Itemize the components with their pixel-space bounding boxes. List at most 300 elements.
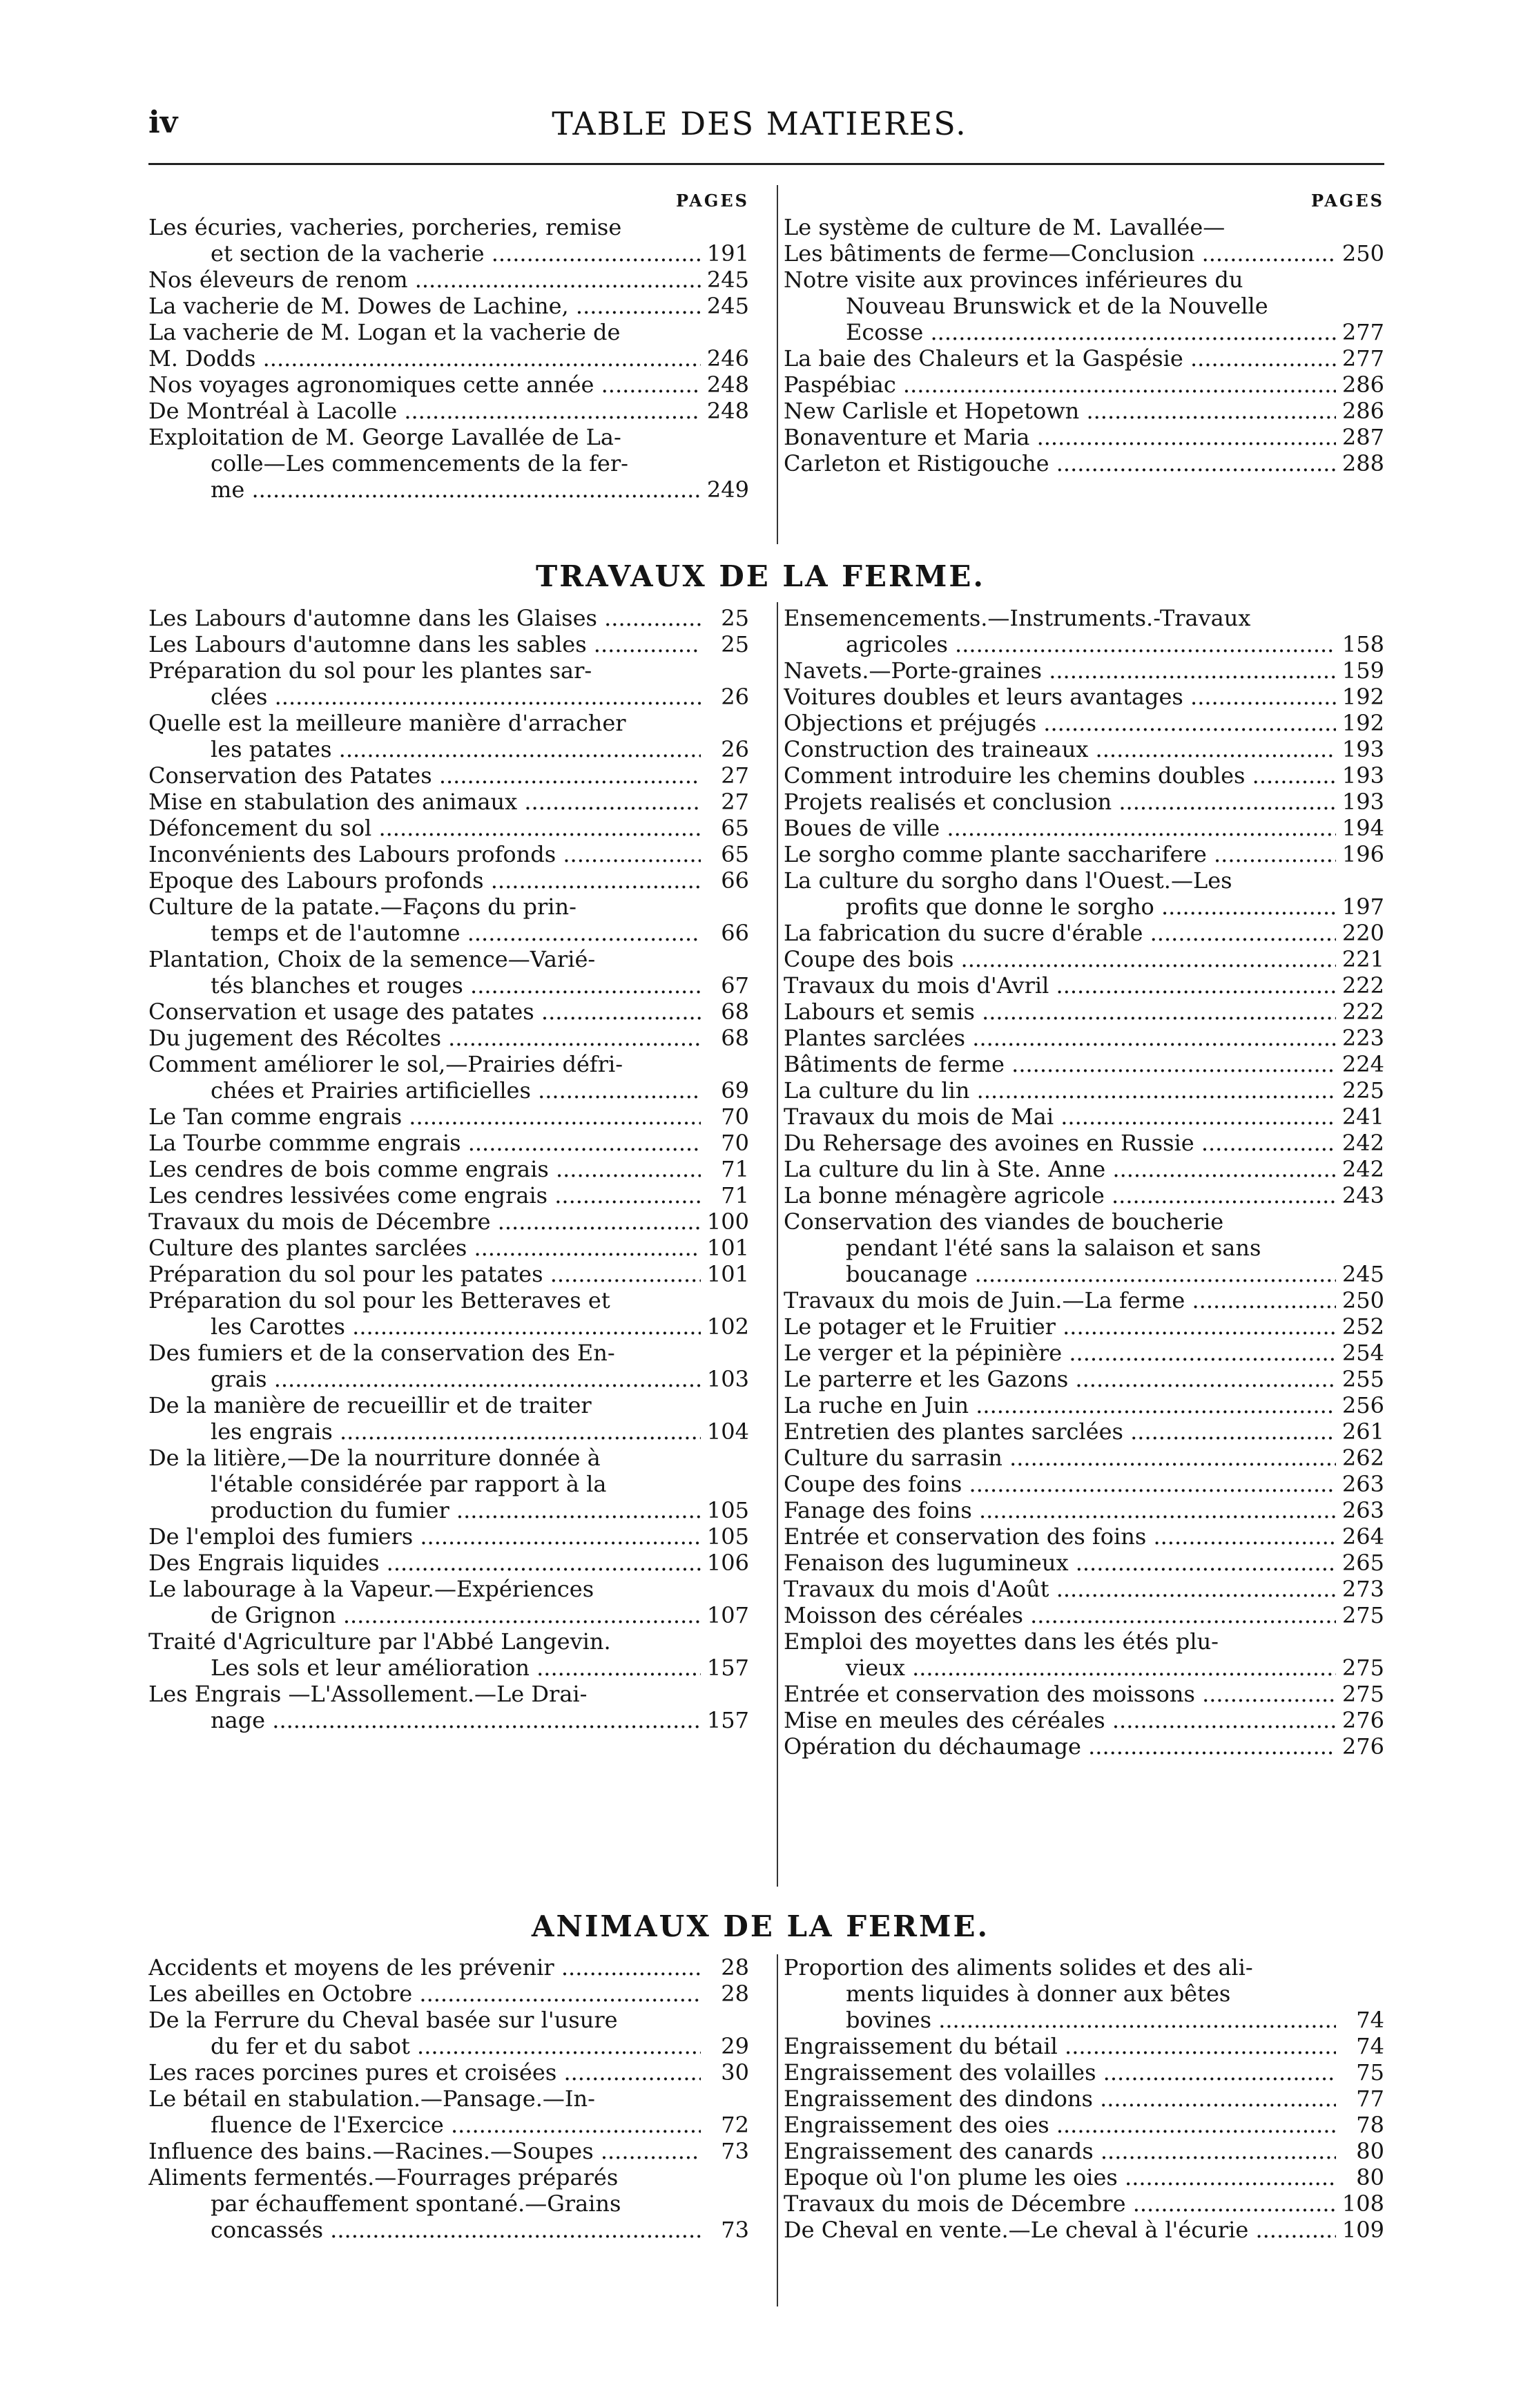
entry-title: Ecosse .....	[784, 319, 1336, 345]
toc-entry	[148, 319, 749, 372]
toc-entry	[784, 214, 1384, 267]
entry-title: La vacherie de M. Dowes de Lachine, .....	[148, 293, 701, 319]
entry-title: La culture du sorgho dans l'Ouest.—Les	[784, 867, 1232, 894]
entry-title: Les abeilles en Octobre .....	[148, 1981, 701, 2007]
entry-page-number: 77	[1356, 2086, 1384, 2112]
entry-page-number: 72	[721, 2112, 749, 2138]
toc-entry	[148, 1051, 749, 1104]
entry-page-number: 275	[1341, 1602, 1384, 1628]
entry-title: Du jugement des Récoltes .....	[148, 1025, 701, 1051]
toc-entry	[148, 867, 749, 894]
entry-title: Nouveau Brunswick et de la Nouvelle	[846, 293, 1268, 319]
toc-entry	[784, 1077, 1384, 1104]
entry-page-number: 252	[1341, 1313, 1384, 1340]
toc-entry	[784, 972, 1384, 999]
entry-page-number: 67	[721, 972, 749, 999]
toc-entry	[784, 2164, 1384, 2190]
entry-title: Les races porcines pures et croisées .....	[148, 2059, 701, 2086]
entry-title: ments liquides à donner aux bêtes	[846, 1981, 1231, 2007]
entry-page-number: 255	[1341, 1366, 1384, 1392]
entry-title: La Tourbe commme engrais .....	[148, 1130, 701, 1156]
entry-page-number: 78	[1356, 2112, 1384, 2138]
entry-page-number: 286	[1341, 372, 1384, 398]
toc-entry	[784, 2086, 1384, 2112]
toc-entry	[148, 1104, 749, 1130]
toc-entry	[148, 293, 749, 319]
toc-entry	[784, 1208, 1384, 1287]
entry-page-number: 29	[721, 2033, 749, 2059]
toc-entry	[784, 762, 1384, 789]
entry-title: les Carottes .....	[148, 1313, 701, 1340]
entry-title: Fanage des foins .....	[784, 1497, 1336, 1523]
entry-title: Les Labours d'automne dans les sables .....	[148, 631, 701, 657]
entry-title: Préparation du sol pour les Betteraves et	[148, 1287, 610, 1313]
toc-entry	[784, 1104, 1384, 1130]
entry-title: Le bétail en stabulation.—Pansage.—In-	[148, 2086, 595, 2112]
entry-title: Moisson des céréales .....	[784, 1602, 1336, 1628]
entry-page-number: 104	[706, 1418, 749, 1445]
entry-page-number: 109	[1341, 2217, 1384, 2243]
entry-title: Entretien des plantes sarclées .....	[784, 1418, 1336, 1445]
entry-page-number: 65	[721, 815, 749, 841]
entry-page-number: 73	[721, 2138, 749, 2164]
entry-title: Préparation du sol pour les plantes sar-	[148, 657, 592, 684]
entry-title: La culture du lin .....	[784, 1077, 1336, 1104]
entry-title: boucanage .....	[784, 1261, 1336, 1287]
entry-page-number: 254	[1341, 1340, 1384, 1366]
entry-title: de Grignon .....	[148, 1602, 701, 1628]
entry-page-number: 276	[1341, 1707, 1384, 1733]
entry-page-number: 73	[721, 2217, 749, 2243]
entry-page-number: 75	[1356, 2059, 1384, 2086]
entry-title: profits que donne le sorgho .....	[784, 894, 1336, 920]
entry-title: Travaux du mois d'Avril .....	[784, 972, 1336, 999]
column-divider	[777, 1954, 778, 2306]
entry-title: M. Dodds .....	[148, 345, 701, 372]
entry-title: Le parterre et les Gazons .....	[784, 1366, 1336, 1392]
toc-entry	[784, 1156, 1384, 1182]
entry-title: Quelle est la meilleure manière d'arracher	[148, 710, 626, 736]
toc-entry	[148, 1287, 749, 1340]
entry-title: Les cendres lessivées come engrais .....	[148, 1182, 701, 1208]
header-rule	[148, 163, 1384, 165]
entry-page-number: 158	[1341, 631, 1384, 657]
toc-entry	[148, 605, 749, 631]
toc-entry	[784, 946, 1384, 972]
entry-title: Le labourage à la Vapeur.—Expériences	[148, 1576, 594, 1602]
entry-title: nage .....	[148, 1707, 701, 1733]
entry-page-number: 106	[706, 1550, 749, 1576]
toc-column-left	[148, 605, 749, 1733]
entry-title: De l'emploi des fumiers .....	[148, 1523, 701, 1550]
entry-page-number: 263	[1341, 1497, 1384, 1523]
toc-entry	[784, 1025, 1384, 1051]
toc-entry	[148, 1550, 749, 1576]
toc-entry	[148, 424, 749, 503]
entry-title: Projets realisés et conclusion .....	[784, 789, 1336, 815]
entry-page-number: 68	[721, 1025, 749, 1051]
entry-title: Engraissement des oies .....	[784, 2112, 1336, 2138]
toc-entry	[784, 1340, 1384, 1366]
entry-page-number: 191	[706, 240, 749, 267]
entry-title: De Montréal à Lacolle .....	[148, 398, 701, 424]
toc-entry	[784, 2033, 1384, 2059]
entry-page-number: 101	[706, 1261, 749, 1287]
entry-page-number: 250	[1341, 240, 1384, 267]
entry-page-number: 245	[706, 293, 749, 319]
column-divider	[777, 185, 778, 544]
entry-page-number: 277	[1341, 345, 1384, 372]
toc-entry	[784, 2217, 1384, 2243]
entry-title: les patates .....	[148, 736, 701, 762]
entry-page-number: 70	[721, 1104, 749, 1130]
entry-title: tés blanches et rouges .....	[148, 972, 701, 999]
entry-title: La bonne ménagère agricole .....	[784, 1182, 1336, 1208]
page-header	[135, 105, 1384, 153]
toc-entry	[148, 999, 749, 1025]
entry-page-number: 27	[721, 789, 749, 815]
entry-title: Nos éleveurs de renom .....	[148, 267, 701, 293]
toc-entry	[784, 2138, 1384, 2164]
toc-entry	[784, 1313, 1384, 1340]
entry-title: Conservation et usage des patates .....	[148, 999, 701, 1025]
toc-entry	[148, 214, 749, 267]
toc-entry	[784, 710, 1384, 736]
toc-entry	[148, 657, 749, 710]
entry-title: Fenaison des lugumineux .....	[784, 1550, 1336, 1576]
entry-title: Conservation des Patates .....	[148, 762, 701, 789]
toc-entry	[784, 2190, 1384, 2217]
toc-entry	[784, 1497, 1384, 1523]
entry-title: Coupe des foins .....	[784, 1471, 1336, 1497]
toc-entry	[148, 372, 749, 398]
entry-title: Le sorgho comme plante saccharifere .....	[784, 841, 1336, 867]
entry-page-number: 262	[1341, 1445, 1384, 1471]
toc-entry	[784, 815, 1384, 841]
entry-title: Préparation du sol pour les patates .....	[148, 1261, 701, 1287]
toc-entry	[784, 398, 1384, 424]
toc-entry	[148, 1954, 749, 1981]
entry-page-number: 276	[1341, 1733, 1384, 1760]
entry-title: Entrée et conservation des moissons .....	[784, 1681, 1336, 1707]
entry-title: Entrée et conservation des foins .....	[784, 1523, 1336, 1550]
entry-page-number: 222	[1341, 972, 1384, 999]
toc-entry	[148, 894, 749, 946]
entry-title: Le potager et le Fruitier .....	[784, 1313, 1336, 1340]
entry-title: Accidents et moyens de les prévenir .....	[148, 1954, 701, 1981]
toc-entry	[784, 1954, 1384, 2033]
entry-page-number: 241	[1341, 1104, 1384, 1130]
entry-title: Epoque où l'on plume les oies .....	[784, 2164, 1336, 2190]
entry-title: De la Ferrure du Cheval basée sur l'usure	[148, 2007, 618, 2033]
entry-title: La baie des Chaleurs et la Gaspésie .....	[784, 345, 1336, 372]
toc-entry	[784, 736, 1384, 762]
entry-page-number: 220	[1341, 920, 1384, 946]
toc-entry	[148, 2007, 749, 2059]
toc-column-left	[148, 1954, 749, 2243]
toc-entry	[784, 1628, 1384, 1681]
toc-entry	[148, 631, 749, 657]
entry-title: Opération du déchaumage .....	[784, 1733, 1336, 1760]
entry-title: Traité d'Agriculture par l'Abbé Langevin.	[148, 1628, 611, 1655]
toc-entry	[148, 2059, 749, 2086]
entry-title: grais .....	[148, 1366, 701, 1392]
entry-title: La ruche en Juin .....	[784, 1392, 1336, 1418]
entry-title: Carleton et Ristigouche .....	[784, 450, 1336, 476]
toc-entry	[784, 1681, 1384, 1707]
entry-page-number: 66	[721, 867, 749, 894]
entry-page-number: 103	[706, 1366, 749, 1392]
entry-page-number: 223	[1341, 1025, 1384, 1051]
entry-title: La culture du lin à Ste. Anne .....	[784, 1156, 1336, 1182]
entry-title: La vacherie de M. Logan et la vacherie de	[148, 319, 621, 345]
entry-title: Epoque des Labours profonds .....	[148, 867, 701, 894]
entry-page-number: 193	[1341, 789, 1384, 815]
entry-title: Notre visite aux provinces inférieures du	[784, 267, 1243, 293]
entry-page-number: 263	[1341, 1471, 1384, 1497]
entry-title: chées et Prairies artificielles .....	[148, 1077, 701, 1104]
entry-title: Le système de culture de M. Lavallée—	[784, 214, 1225, 240]
toc-entry	[784, 345, 1384, 372]
toc-entry	[784, 920, 1384, 946]
toc-entry	[784, 372, 1384, 398]
entry-page-number: 249	[706, 476, 749, 503]
entry-page-number: 196	[1341, 841, 1384, 867]
entry-title: Aliments fermentés.—Fourrages préparés	[148, 2164, 619, 2190]
entry-page-number: 261	[1341, 1418, 1384, 1445]
entry-page-number: 275	[1341, 1655, 1384, 1681]
toc-entry	[784, 657, 1384, 684]
entry-title: Conservation des viandes de boucherie	[784, 1208, 1224, 1235]
entry-page-number: 194	[1341, 815, 1384, 841]
entry-page-number: 107	[706, 1602, 749, 1628]
entry-title: du fer et du sabot .....	[148, 2033, 701, 2059]
entry-page-number: 256	[1341, 1392, 1384, 1418]
entry-title: Boues de ville .....	[784, 815, 1336, 841]
entry-title: New Carlisle et Hopetown .....	[784, 398, 1336, 424]
toc-column-right	[784, 1954, 1384, 2243]
entry-title: Engraissement du bétail .....	[784, 2033, 1336, 2059]
toc-entry	[784, 1130, 1384, 1156]
entry-page-number: 105	[706, 1523, 749, 1550]
toc-entry	[148, 946, 749, 999]
entry-title: Plantes sarclées .....	[784, 1025, 1336, 1051]
pages-label: PAGES	[675, 191, 749, 211]
toc-entry	[148, 1681, 749, 1733]
entry-title: Les Labours d'automne dans les Glaises .....	[148, 605, 701, 631]
entry-title: l'étable considérée par rapport à la	[211, 1471, 607, 1497]
toc-entry	[148, 1261, 749, 1287]
toc-entry	[148, 1392, 749, 1445]
toc-entry	[148, 1182, 749, 1208]
entry-page-number: 25	[721, 631, 749, 657]
toc-entry	[784, 605, 1384, 657]
entry-page-number: 193	[1341, 762, 1384, 789]
entry-title: Culture du sarrasin .....	[784, 1445, 1336, 1471]
toc-entry	[148, 2138, 749, 2164]
entry-title: fluence de l'Exercice .....	[148, 2112, 701, 2138]
entry-page-number: 250	[1341, 1287, 1384, 1313]
toc-entry	[784, 267, 1384, 345]
toc-entry	[148, 1025, 749, 1051]
entry-page-number: 102	[706, 1313, 749, 1340]
entry-page-number: 224	[1341, 1051, 1384, 1077]
entry-title: pendant l'été sans la salaison et sans	[846, 1235, 1261, 1261]
entry-page-number: 80	[1356, 2138, 1384, 2164]
toc-column-left	[148, 191, 749, 503]
toc-entry	[784, 1707, 1384, 1733]
entry-title: Les Engrais —L'Assollement.—Le Drai-	[148, 1681, 588, 1707]
entry-title: Travaux du mois de Juin.—La ferme .....	[784, 1287, 1336, 1313]
toc-entry	[784, 1576, 1384, 1602]
toc-entry	[148, 1576, 749, 1628]
entry-title: Le verger et la pépinière .....	[784, 1340, 1336, 1366]
toc-entry	[148, 841, 749, 867]
entry-page-number: 28	[721, 1954, 749, 1981]
column-divider	[777, 602, 778, 1887]
entry-title: Culture des plantes sarclées .....	[148, 1235, 701, 1261]
toc-entry	[784, 1051, 1384, 1077]
entry-page-number: 242	[1341, 1130, 1384, 1156]
toc-entry	[148, 1130, 749, 1156]
entry-title: Défoncement du sol .....	[148, 815, 701, 841]
toc-entry	[784, 1418, 1384, 1445]
toc-entry	[784, 450, 1384, 476]
entry-page-number: 221	[1341, 946, 1384, 972]
entry-page-number: 66	[721, 920, 749, 946]
entry-title: Proportion des aliments solides et des ali-	[784, 1954, 1253, 1981]
entry-page-number: 105	[706, 1497, 749, 1523]
toc-entry	[784, 1366, 1384, 1392]
toc-entry	[784, 999, 1384, 1025]
entry-page-number: 275	[1341, 1681, 1384, 1707]
entry-title: Travaux du mois de Décembre .....	[148, 1208, 701, 1235]
entry-title: Le Tan comme engrais .....	[148, 1104, 701, 1130]
entry-title: concassés .....	[148, 2217, 701, 2243]
entry-title: Culture de la patate.—Façons du prin-	[148, 894, 577, 920]
entry-page-number: 243	[1341, 1182, 1384, 1208]
entry-page-number: 197	[1341, 894, 1384, 920]
entry-page-number: 286	[1341, 398, 1384, 424]
entry-page-number: 68	[721, 999, 749, 1025]
entry-page-number: 264	[1341, 1523, 1384, 1550]
entry-page-number: 80	[1356, 2164, 1384, 2190]
entry-title: Bâtiments de ferme .....	[784, 1051, 1336, 1077]
toc-entry	[148, 710, 749, 762]
entry-page-number: 192	[1341, 710, 1384, 736]
entry-page-number: 287	[1341, 424, 1384, 450]
toc-entry	[784, 1602, 1384, 1628]
page-number: iv	[148, 105, 178, 140]
entry-title: Voitures doubles et leurs avantages .....	[784, 684, 1336, 710]
entry-page-number: 101	[706, 1235, 749, 1261]
toc-entry	[784, 1523, 1384, 1550]
entry-title: Du Rehersage des avoines en Russie .....	[784, 1130, 1336, 1156]
entry-page-number: 26	[721, 684, 749, 710]
entry-page-number: 71	[721, 1156, 749, 1182]
entry-title: temps et de l'automne .....	[148, 920, 701, 946]
toc-entry	[148, 789, 749, 815]
entry-title: bovines .....	[784, 2007, 1336, 2033]
entry-title: Mise en stabulation des animaux .....	[148, 789, 701, 815]
entry-title: Travaux du mois de Mai .....	[784, 1104, 1336, 1130]
entry-title: Mise en meules des céréales .....	[784, 1707, 1336, 1733]
entry-title: Engraissement des dindons .....	[784, 2086, 1336, 2112]
entry-title: clées .....	[148, 684, 701, 710]
entry-page-number: 28	[721, 1981, 749, 2007]
entry-title: Travaux du mois d'Août .....	[784, 1576, 1336, 1602]
toc-entry	[784, 1392, 1384, 1418]
entry-page-number: 25	[721, 605, 749, 631]
entry-title: De la manière de recueillir et de traiter	[148, 1392, 592, 1418]
entry-title: Bonaventure et Maria .....	[784, 424, 1336, 450]
pages-label: PAGES	[1310, 191, 1384, 211]
entry-title: vieux .....	[784, 1655, 1336, 1681]
toc-column-right	[784, 605, 1384, 1760]
toc-entry	[148, 1340, 749, 1392]
toc-entry	[784, 1287, 1384, 1313]
toc-entry	[148, 815, 749, 841]
entry-title: production du fumier .....	[148, 1497, 701, 1523]
toc-entry	[148, 762, 749, 789]
entry-title: Plantation, Choix de la semence—Varié-	[148, 946, 596, 972]
entry-title: Ensemencements.—Instruments.-Travaux	[784, 605, 1251, 631]
toc-entry	[148, 1523, 749, 1550]
toc-entry	[148, 398, 749, 424]
entry-title: Comment introduire les chemins doubles .....	[784, 762, 1336, 789]
toc-entry	[148, 1981, 749, 2007]
entry-page-number: 74	[1356, 2033, 1384, 2059]
entry-page-number: 70	[721, 1130, 749, 1156]
toc-entry	[784, 1471, 1384, 1497]
toc-entry	[784, 789, 1384, 815]
entry-title: De Cheval en vente.—Le cheval à l'écurie .....	[784, 2217, 1336, 2243]
entry-title: Labours et semis .....	[784, 999, 1336, 1025]
entry-page-number: 71	[721, 1182, 749, 1208]
entry-page-number: 69	[721, 1077, 749, 1104]
entry-title: Influence des bains.—Racines.—Soupes .....	[148, 2138, 701, 2164]
entry-page-number: 245	[706, 267, 749, 293]
entry-title: par échauffement spontané.—Grains	[211, 2190, 621, 2217]
entry-title: me .....	[148, 476, 701, 503]
toc-entry	[784, 2059, 1384, 2086]
entry-page-number: 248	[706, 398, 749, 424]
toc-entry	[784, 841, 1384, 867]
entry-title: Des Engrais liquides .....	[148, 1550, 701, 1576]
toc-entry	[148, 267, 749, 293]
entry-title: Engraissement des canards .....	[784, 2138, 1336, 2164]
entry-page-number: 157	[706, 1707, 749, 1733]
entry-page-number: 222	[1341, 999, 1384, 1025]
entry-title: Construction des traineaux .....	[784, 736, 1336, 762]
entry-page-number: 192	[1341, 684, 1384, 710]
section-title-animaux: ANIMAUX DE LA FERME.	[531, 1909, 990, 1943]
toc-entry	[784, 1445, 1384, 1471]
entry-title: Exploitation de M. George Lavallée de La-	[148, 424, 621, 450]
entry-page-number: 225	[1341, 1077, 1384, 1104]
toc-entry	[784, 1733, 1384, 1760]
entry-title: Navets.—Porte-graines .....	[784, 657, 1336, 684]
entry-title: Les bâtiments de ferme—Conclusion .....	[784, 240, 1336, 267]
entry-page-number: 65	[721, 841, 749, 867]
toc-entry	[148, 2086, 749, 2138]
entry-title: Des fumiers et de la conservation des En-	[148, 1340, 615, 1366]
entry-title: Nos voyages agronomiques cette année .....	[148, 372, 701, 398]
entry-page-number: 248	[706, 372, 749, 398]
entry-page-number: 288	[1341, 450, 1384, 476]
entry-title: Travaux du mois de Décembre .....	[784, 2190, 1336, 2217]
toc-column-right	[784, 191, 1384, 476]
